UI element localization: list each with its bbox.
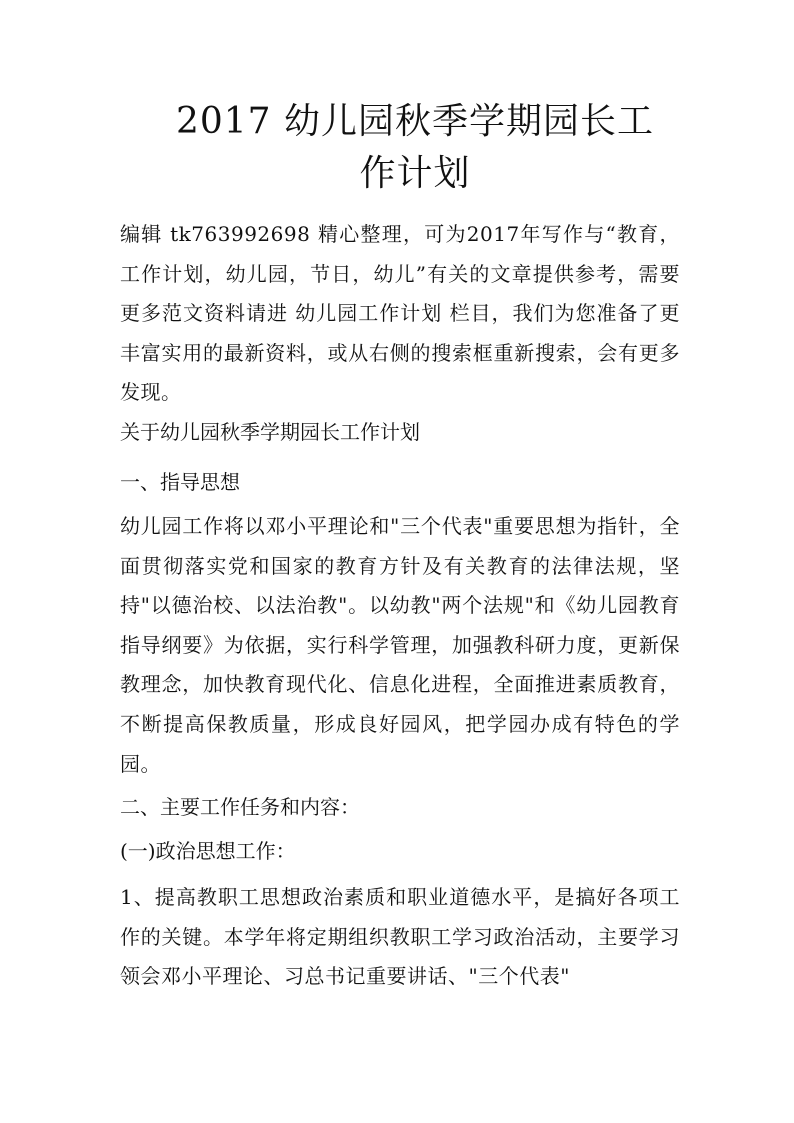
document-title bbox=[120, 96, 680, 200]
section-1-body: 幼儿园工作将以邓小平理论和"三个代表"重要思想为指针，全面贯彻落实党和国家的教育方针及有关教育的法律法规，坚持"以德治校、以法治教"。以幼教"两个法规"和《幼儿园教育指导纲要》为依据，实行科学管理，加强教科研力度，更新保教理念，加快教育现代化、信息化进程，全面推进素质教育，不断提高保教质量，形成良好园风，把学园办成有特色的学园。 bbox=[120, 514, 680, 776]
item-1-body: 1、提高教职工思想政治素质和职业道德水平，是搞好各项工作的关键。本学年将定期组织教职工学习政治活动，主要学习领会邓小平理论、习总书记重要讲话、"三个代表" bbox=[120, 885, 680, 989]
title-line-2: 作计划 bbox=[359, 153, 471, 194]
subtitle: 关于幼儿园秋季学期园长工作计划 bbox=[120, 420, 420, 444]
intro-paragraph: 编辑 tk763992698 精心整理，可为2017年写作与“教育，工作计划，幼儿园，节日，幼儿”有关的文章提供参考，需要更多范文资料请进 幼儿园工作计划 栏目，我们为您准备了更丰富实用的最新资料，或从右侧的搜索框重新搜索，会有更多发现。 bbox=[120, 222, 680, 405]
subsection-1-heading: (一)政治思想工作： bbox=[120, 839, 296, 863]
title-line-1: 2017 幼儿园秋季学期园长工 bbox=[175, 101, 655, 142]
section-1-heading: 一、指导思想 bbox=[120, 470, 240, 494]
section-2-heading: 二、主要工作任务和内容： bbox=[120, 795, 360, 819]
